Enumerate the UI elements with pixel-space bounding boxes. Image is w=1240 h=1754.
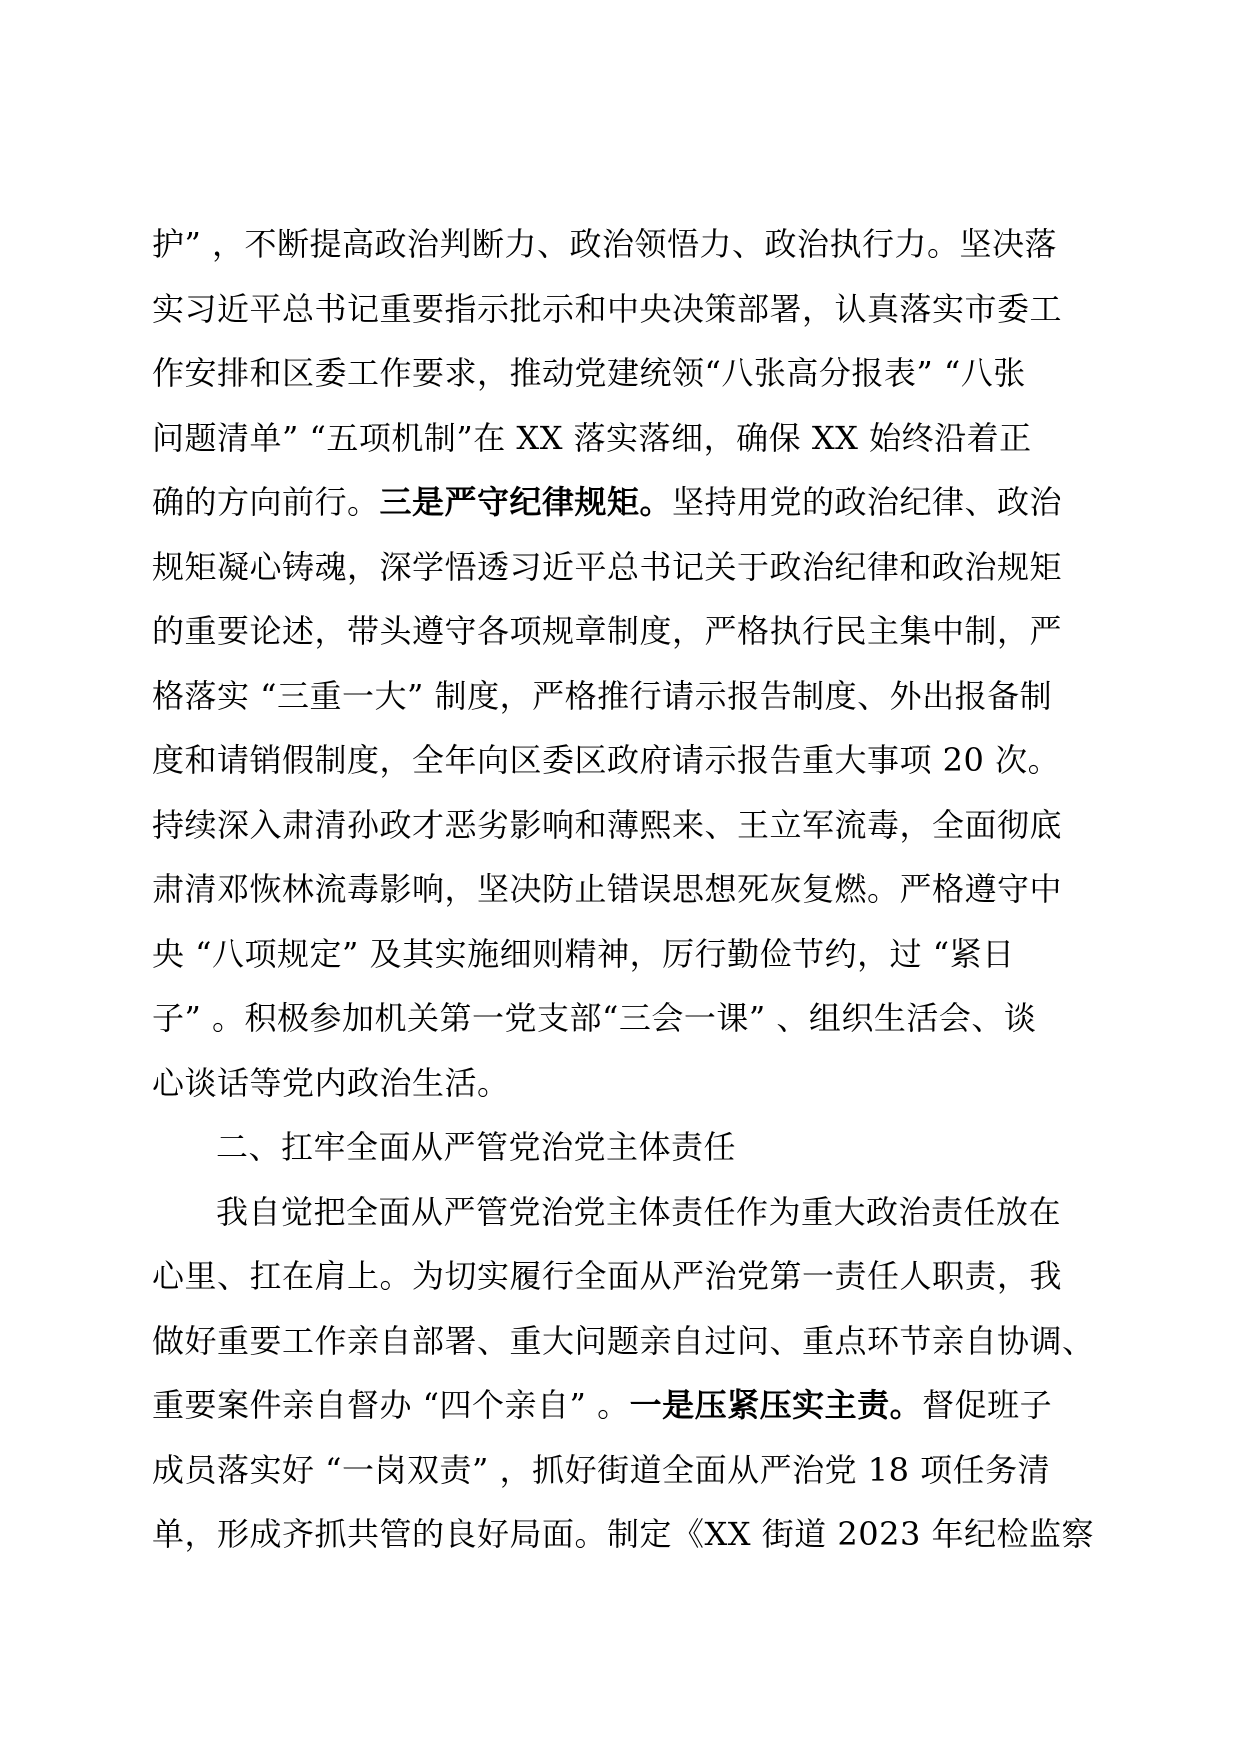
text-line-21	[152, 1502, 1112, 1567]
text-line-1	[152, 212, 1112, 277]
text-run: 督促班子	[922, 1386, 1053, 1424]
text-run: 子” 。积极参加机关第一党支部“三会一课” 、组织生活会、谈	[152, 999, 1037, 1037]
text-line-8	[152, 664, 1112, 729]
text-run: 实习近平总书记重要指示批示和中央决策部署，认真落实市委工	[152, 289, 1063, 328]
text-run: 作安排和区委工作要求，推动党建统领“八张高分报表” “八张	[152, 354, 1026, 392]
text-line-2	[152, 277, 1112, 342]
section-heading-text: 二、扛牢全面从严管党治党主体责任	[216, 1128, 737, 1166]
text-run: 心谈话等党内政治生活。	[152, 1063, 510, 1102]
bold-subheading: 一是压紧压实主责。	[629, 1386, 923, 1424]
text-line-10	[152, 793, 1112, 858]
text-line-7	[152, 599, 1112, 664]
text-line-20	[152, 1438, 1112, 1503]
text-line-13	[152, 986, 1112, 1051]
text-line-9	[152, 728, 1112, 793]
text-line-18	[152, 1309, 1112, 1374]
text-line-11	[152, 857, 1112, 922]
text-run: 肃清邓恢林流毒影响，坚决防止错误思想死灰复燃。严格遵守中	[152, 870, 1063, 908]
text-line-3	[152, 341, 1112, 406]
text-run: 确的方向前行。	[152, 483, 380, 521]
text-run: 坚持用党的政治纪律、政治	[672, 483, 1063, 521]
text-run: 问题清单” “五项机制”在 XX 落实落细，确保 XX 始终沿着正	[152, 418, 1032, 457]
section-heading	[152, 1115, 1112, 1180]
text-run: 成员落实好 “一岗双责” ，抓好街道全面从严治党 18 项任务清	[152, 1450, 1051, 1489]
text-run: 的重要论述，带头遵守各项规章制度，严格执行民主集中制，严	[152, 612, 1063, 650]
text-line-6	[152, 535, 1112, 600]
text-run: 做好重要工作亲自部署、重大问题亲自过问、重点环节亲自协调、	[152, 1321, 1095, 1360]
text-run: 持续深入肃清孙政才恶劣影响和薄熙来、王立军流毒，全面彻底	[152, 805, 1063, 844]
body-text	[152, 212, 1112, 1567]
text-run: 格落实 “三重一大” 制度，严格推行请示报告制度、外出报备制	[152, 676, 1053, 715]
text-run: 单，形成齐抓共管的良好局面。制定《XX 街道 2023 年纪检监察	[152, 1515, 1095, 1553]
text-run: 央 “八项规定” 及其实施细则精神，厉行勤俭节约，过 “紧日	[152, 934, 1015, 973]
text-line-16	[152, 1180, 1112, 1245]
text-line-14	[152, 1051, 1112, 1116]
bold-subheading: 三是严守纪律规矩。	[379, 483, 673, 521]
text-run: 规矩凝心铸魂，深学悟透习近平总书记关于政治纪律和政治规矩	[152, 547, 1063, 586]
text-run: 重要案件亲自督办 “四个亲自” 。	[152, 1386, 630, 1424]
text-line-19	[152, 1373, 1112, 1438]
text-line-12	[152, 922, 1112, 987]
text-run: 护” ，不断提高政治判断力、政治领悟力、政治执行力。坚决落	[152, 225, 1058, 263]
text-run: 度和请销假制度，全年向区委区政府请示报告重大事项 20 次。	[152, 741, 1061, 779]
text-line-17	[152, 1244, 1112, 1309]
text-line-5	[152, 470, 1112, 535]
text-line-4	[152, 406, 1112, 471]
text-run: 心里、扛在肩上。为切实履行全面从严治党第一责任人职责，我	[152, 1257, 1063, 1295]
text-run: 我自觉把全面从严管党治党主体责任作为重大政治责任放在	[216, 1192, 1062, 1231]
